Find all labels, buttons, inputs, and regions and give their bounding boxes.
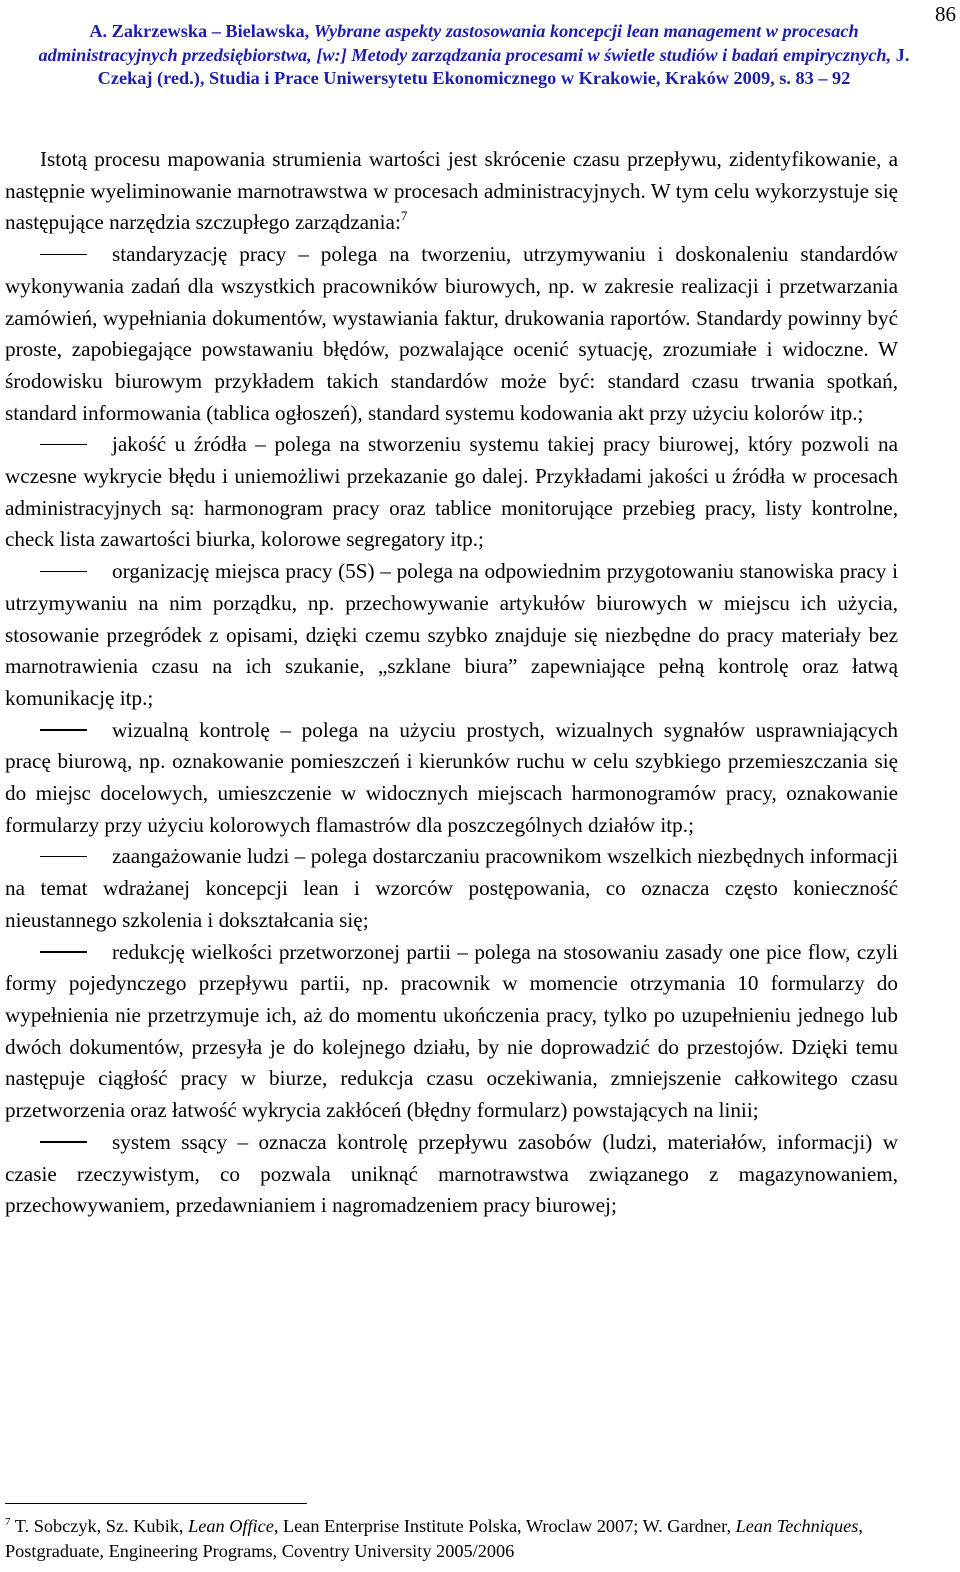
citation-header <box>24 20 924 91</box>
dash-bullet <box>40 571 87 573</box>
footnote-separator <box>5 1503 307 1504</box>
footnote-ref: 7 <box>400 208 408 224</box>
page-number: 86 <box>935 2 956 26</box>
footnote-mark: 7 <box>5 1516 11 1528</box>
dash-bullet <box>40 1141 87 1143</box>
dash-bullet <box>40 856 87 858</box>
list-item-text: standaryzację pracy – polega na tworzeniu, utrzymywaniu i doskonaleniu standardów wykonywania zadań dla wszystkich pracowników biurowych, np. w zakresie realizacji i przetwarzania zamówień, wypełniania dokumentów, wystawiania faktur, drukowania raportów. Standardy powinny być proste, zapobiegające powstawaniu błędów, pozwalające ocenić sytuację, zrozumiałe i widoczne. W środowisku biurowym przykładem takich standardów może być: standard czasu trwania spotkań, standard informowania (tablica ogłoszeń), standard systemu kodowania akt przy użyciu kolorów itp.; <box>5 242 898 425</box>
list-item <box>5 1127 898 1222</box>
header-author: A. Zakrzewska – Bielawska, <box>89 21 310 41</box>
list-item <box>5 841 898 936</box>
intro-paragraph <box>5 144 898 239</box>
footnote-text-2: , Lean Enterprise Institute Polska, Wroclaw 2007; W. Gardner, <box>273 1516 736 1536</box>
dash-bullet <box>40 444 87 446</box>
header-editor: J. Czekaj (red.), Studia i Prace Uniwersytetu Ekonomicznego w Krakowie, Kraków 2009, s. 83 – 92 <box>97 44 910 88</box>
footnote-title-1: Lean Office <box>188 1516 274 1536</box>
list-item <box>5 556 898 715</box>
list-item-text: redukcję wielkości przetworzonej partii – polega na stosowaniu zasady one pice flow, czyli formy pojedynczego przepływu partii, np. pracownik w momencie otrzymania 10 formularzy do wypełnienia nie przetrzymuje ich, aż do momentu ukończenia pracy, tylko po uzupełnieniu jednego lub dwóch dokumentów, przesyła je do kolejnego działu, by nie doprowadzić do przestojów. Dzięki temu następuje ciągłość pracy w biurze, redukcja czasu oczekiwania, zmniejszenie całkowitego czasu przetworzenia oraz łatwość wykrycia zakłóceń (błędny formularz) powstających na linii; <box>5 939 898 1123</box>
list-item-text: organizację miejsca pracy (5S) – polega na odpowiednim przygotowaniu stanowiska pracy i utrzymywaniu na nim porządku, np. przechowywanie artykułów biurowych w miejscu ich użycia, stosowanie przegródek z opisami, dzięki czemu szybko znajduje się niezbędne do pracy materiały bez marnotrawienia czasu na ich szukanie, „szklane biura” zapewniające pełną kontrolę oraz łatwą komunikację itp.; <box>5 559 898 710</box>
list-item-text: jakość u źródła – polega na stworzeniu systemu takiej pracy biurowej, który pozwoli na wczesne wykrycie błędu i uniemożliwi przekazanie go dalej. Przykładami jakości u źródła w procesach administracyjnych są: harmonogram pracy oraz tablice monitorujące przebieg pracy, listy kontrolne, check lista zawartości biurka, kolorowe segregatory itp.; <box>5 432 898 552</box>
list-item-text: wizualną kontrolę – polega na użyciu prostych, wizualnych sygnałów usprawniających pracę biurową, np. oznakowanie pomieszczeń i kierunków ruchu w celu szybkiego przemieszczania się do miejsc docelowych, umieszczenie w widocznych miejscach harmonogramów pracy, oznakowanie formularzy przy użyciu kolorowych flamastrów dla poszczególnych działów itp.; <box>5 717 898 837</box>
footnote-title-2: Lean Techniques <box>735 1516 859 1536</box>
footnote-text-1: T. Sobczyk, Sz. Kubik, <box>10 1516 189 1536</box>
intro-text: Istotą procesu mapowania strumienia wartości jest skrócenie czasu przepływu, zidentyfikowanie, a następnie wyeliminowanie marnotrawstwa w procesach administracyjnych. W tym celu wykorzystuje się następujące narzędzia szczupłego zarządzania: <box>5 147 898 235</box>
list-item <box>5 715 898 842</box>
list-item <box>5 429 898 556</box>
dash-bullet <box>40 729 87 731</box>
list-item-text: system ssący – oznacza kontrolę przepływu zasobów (ludzi, materiałów, informacji) w czasie rzeczywistym, co pozwala uniknąć marnotrawstwa związanego z magazynowaniem, przechowywaniem, przedawnianiem i nagromadzeniem pracy biurowej; <box>5 1129 898 1218</box>
main-text <box>5 144 898 1222</box>
list-item-text: zaangażowanie ludzi – polega dostarczaniu pracownikom wszelkich niezbędnych informacji na temat wdrażanej koncepcji lean i wzorców postępowania, co oznacza często konieczność nieustannego szkolenia i dokształcania się; <box>5 844 898 932</box>
footnote <box>5 1514 898 1564</box>
dash-bullet <box>40 951 87 953</box>
list-item <box>5 239 898 429</box>
list-item <box>5 937 898 1127</box>
footnote-text-3: , Postgraduate, Engineering Programs, Coventry University 2005/2006 <box>5 1516 863 1561</box>
dash-bullet <box>40 254 87 256</box>
header-title: Wybrane aspekty zastosowania koncepcji lean management w procesach administracyjnych przedsiębiorstwa, [w:] Metody zarządzania procesami w świetle studiów i badań empirycznych, <box>38 21 896 65</box>
